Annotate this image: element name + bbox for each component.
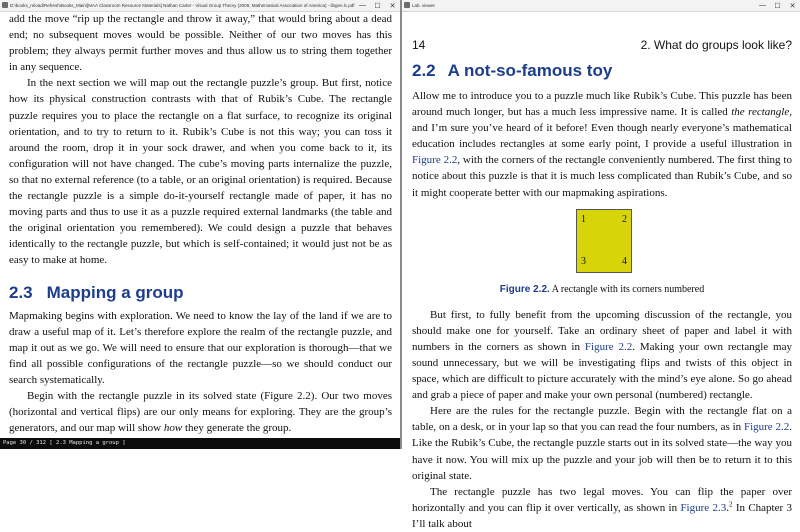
paragraph: Mapmaking begins with exploration. We need to know the lay of the land if we are to draw a useful map of it. Let’s therefore explore the realm of the rectangle puzzle, and map it out as we go. We will need to ensure that our exploration is thorough—that we find all possible configurations of the rectangle puzzle—so we should conduct our search systematically. [9,309,392,386]
footnote-marker[interactable]: 2 [729,500,733,509]
emphasis-text: the rectangle, [731,106,792,119]
corner-label: 1 [581,213,586,225]
section-title: Mapping a group [46,282,184,302]
corner-label: 3 [581,255,586,267]
caption-label: Figure 2.2. [499,283,550,295]
running-header [412,36,792,54]
section-heading [9,283,392,303]
maximize-icon[interactable]: ☐ [774,2,781,10]
page-number: 14 [412,38,426,52]
figure-caption: Figure 2.2. A rectangle with its corners numbered [499,283,705,295]
app-icon [2,2,8,8]
numbered-rectangle [576,209,632,273]
corner-label: 2 [622,213,627,225]
figure-link[interactable]: Figure 2.2 [743,421,790,434]
minimize-icon[interactable]: — [759,2,766,9]
figure [412,209,792,279]
section-number: 2.2 [412,61,436,80]
maximize-icon[interactable]: ☐ [374,2,381,10]
paragraph: Here are the rules for the rectangle puzzle. Begin with the rectangle flat on a table, on a desk, or in your lap so that you can read the four numbers, as in Figure 2.2. Like the Rubik’s Cube, the rectangle puzzle starts out in its solved state—the way you have it now. You will mix up the puzzle and your job will then be to return it to this original state. [412,405,792,482]
figure-link[interactable]: Figure 2.2 [412,154,458,167]
chapter-title: 2. What do groups look like? [640,38,792,52]
emphasis-text: how [163,422,183,435]
right-document-view[interactable] [402,11,800,530]
paragraph: In the next section we will map out the rectangle puzzle’s group. But first, notice how its physical construction contrasts with that of Rubik’s Cube. The rectangle puzzle requires you to place the rectangle on a flat surface, to recognize its original orientation, and to try to return to it. Rubik’s Cube is not this way; you can toss it around the room, drop it in your sock drawer, and when you come back to it, its configuration will not have changed. The cube’s moving parts internalize the puzzle, so that no external reference (to a table, or an original orientation) is required. Because the rectangle puzzle is a simple do-it-yourself rectangle made of paper, it has no moving parts and thus to use it as a puzzle required external landmarks (the table and the original orientation you remembered). We could design a puzzle that behaves identically to the rectangle puzzle, but which is self-contained; it would just not be as easy to make at home. [9,77,392,267]
right-window-title: Lab. viewer [412,3,436,8]
app-icon [404,2,410,8]
left-status-bar: Page 30 / 312 [ 2.3 Mapping a group ] [0,438,400,449]
section-title: A not-so-famous toy [447,61,613,80]
section-number: 2.3 [9,282,33,302]
minimize-icon[interactable]: — [359,2,366,9]
figure-link[interactable]: Figure 2.2 [584,340,633,353]
corner-label: 4 [622,255,627,267]
close-icon[interactable]: ✕ [789,2,796,10]
figure-link[interactable]: Figure 2.3 [680,501,727,514]
paragraph: Begin with the rectangle puzzle in its solved state (Figure 2.2). Our two moves (horizontal and vertical flips) are our only means for exploring. They are the group’s generators, and our map will show how they generate the group. [9,389,392,435]
paragraph: But first, to fully benefit from the upcoming discussion of the rectangle, you should make one for yourself. Take an ordinary sheet of paper and label it with numbers in the corners as shown in Figure 2.2. Making your own rectangle may sound unnecessary, but we will be investigating flips and twists of this object in space, which are difficult to picture accurately with the mind’s eye alone. So go ahead and grab a piece of paper and make your own personal (numbered) rectangle. [412,308,792,402]
paragraph: Allow me to introduce you to a puzzle much like Rubik’s Cube. This puzzle has been around much longer, but has a much less impressive name. It is called the rectangle, and I’m sure you’ve heard of it before! Even though nearly everyone’s mathematical education includes rectangles at some early point, I provide a useful illustration in Figure 2.2, with the corners of the rectangle conveniently numbered. The first thing to notice about this puzzle is that it is much less complicated than Rubik’s Cube, and so it might cooperate better with our mapmaking aspirations. [412,90,792,199]
close-icon[interactable]: ✕ [389,2,396,10]
right-viewer-window [402,0,800,530]
paragraph: The rectangle puzzle has two legal moves. You can flip the paper over horizontally and you can flip it over vertically, as shown in Figure 2.3.$^2$ In Chapter 3 I’ll talk about [412,485,792,530]
section-heading [412,60,792,82]
paragraph: add the move “rip up the rectangle and throw it away,” that would bring about a dead end; no subsequent moves would be possible. Neither of our two moves has this problem; they always permit further moves and thus allow us to string them together in any sequence. [9,13,392,74]
left-document-view[interactable] [0,11,400,449]
left-window-title: D:\books_reload\Refresh\Books_Main\[MAA Classroom Resource Materials] Nathan Carter - Visual Group Theory (2009, Mathematical Association of America) - libgen.lc.pdf [10,3,355,8]
left-viewer-window [0,0,400,449]
